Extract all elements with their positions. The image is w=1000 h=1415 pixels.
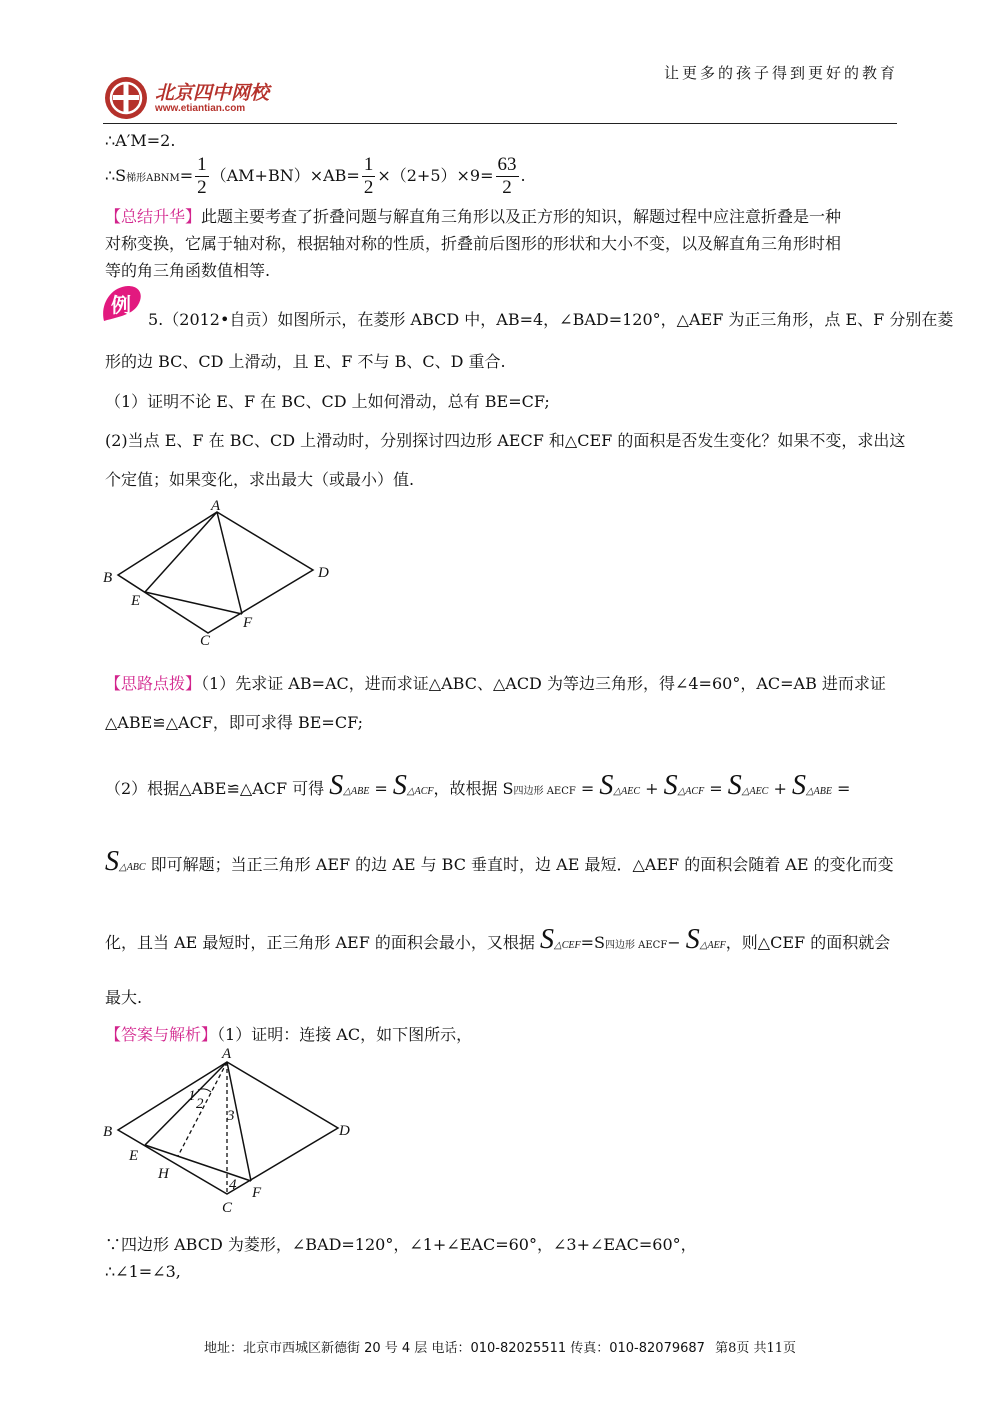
area-end: . [520,166,526,185]
sub-aec: △AEC [613,786,640,797]
answer-line-3: ∴∠1=∠3, [105,1262,181,1281]
fig2-label-c: C [222,1200,233,1216]
fig2-label-1: 1 [188,1088,196,1104]
example-line-2: 形的边 BC、CD 上滑动，且 E、F 不与 B、C、D 重合. [105,352,506,371]
figure-2-dashed [178,1062,227,1194]
quad-sub: 四边形 AECF [604,940,668,951]
area-mid2: ×（2+5）×9= [377,166,494,185]
hint-plus: + [773,779,787,798]
fig1-label-f: F [243,615,253,631]
fig2-label-4: 4 [229,1177,237,1193]
hint-line-5 [105,918,890,962]
figure-1-lines [118,512,313,633]
example-badge-label: 例 [111,293,131,317]
fig2-label-a: A [222,1046,232,1062]
footer-page: 第8页 共11页 [715,1341,797,1356]
s-symbol: S [329,770,344,801]
figure-1-rhombus [95,495,345,655]
sub-abc: △ABC [119,862,146,873]
sub-acf: △ACF [677,786,705,797]
s-symbol: S [599,770,614,801]
s-symbol: S [685,924,700,955]
summary-line-3: 等的角三角函数值相等. [105,261,271,280]
hint-tag: 【思路点拨】 [105,674,202,693]
answer-line-2: ∵四边形 ABCD 为菱形，∠BAD=120°，∠1+∠EAC=60°，∠3+∠EAC=60°， [105,1235,697,1254]
hint-p4-a: 化，且当 AE 最短时，正三角形 AEF 的面积会最小，又根据 [105,933,535,952]
hint-text-1: （1）先求证 AB=AC，进而求证△ABC、△ACD 为等边三角形，得∠4=60°，AC=AB 进而求证 [201,674,886,693]
s-symbol: S [791,770,806,801]
example-q2-line-1: (2)当点 E、F 在 BC、CD 上滑动时，分别探讨四边形 AECF 和△CEF 的面积是否发生变化？如果不变，求出这 [105,431,906,450]
logo [103,75,303,123]
summary-tag: 【总结升华】 [105,207,202,226]
line-am: ∴A′M=2. [105,131,176,150]
hint-line-3 [105,762,850,810]
quad-sub: 四边形 AECF [513,786,576,797]
hint-line-1 [105,674,886,694]
example-q2-line-2: 个定值；如果变化，求出最大（或最小）值. [105,470,415,489]
hint-p2-a: （2）根据△ABE≌△ACF 可得 [105,779,325,798]
hint-plus: + [645,779,659,798]
sub-aec: △AEC [741,786,769,797]
summary-text-1: 此题主要考查了折叠问题与解直角三角形以及正方形的知识，解题过程中应注意折叠是一种 [201,207,842,226]
hint-p2-b: ，故根据 S [433,779,514,798]
s-symbol: S [540,924,555,955]
fig1-label-c: C [200,633,211,649]
s-symbol: S [727,770,742,801]
frac-2: $\frac{1}{2}$ [363,154,374,198]
logo-url: www.etiantian.com [155,103,246,114]
area-eq: = [179,166,194,185]
frac-1: $\frac{1}{2}$ [197,154,207,198]
s-symbol: S [105,846,119,877]
header-rule [103,123,897,124]
s-symbol: S [663,770,678,801]
fig2-label-h: H [158,1166,169,1182]
fig2-label-d: D [339,1123,350,1139]
fig1-label-d: D [318,565,329,581]
s-symbol: S [392,770,407,801]
hint-eq: = [709,779,723,798]
fig1-label-a: A [211,498,221,514]
footer [0,1337,1000,1356]
hint-minus: − [667,933,681,952]
hint-p4-mid: =S [580,933,605,952]
area-sub: 梯形ABNM [126,173,180,184]
example-badge [98,283,146,325]
sub-cef: △CEF [554,940,581,951]
hint-eq: = [580,779,595,798]
area-mid: （AM+BN）×AB= [210,166,360,185]
line-area [105,152,526,200]
logo-name: 北京四中网校 [155,82,270,104]
fig1-label-b: B [103,570,113,586]
hint-p4-b: ，则△CEF 的面积就会 [725,933,891,952]
answer-text-1: （1）证明：连接 AC，如下图所示， [217,1025,473,1044]
fig2-label-f: F [252,1185,262,1201]
hint-line-2: △ABE≌△ACF，即可求得 BE=CF; [105,713,364,732]
hint-p3-text: 即可解题；当正三角形 AEF 的边 AE 与 BC 垂直时，边 AE 最短．△AEF 的面积会随着 AE 的变化而变 [150,855,894,874]
frac-3: $\frac{63}{2}$ [497,154,517,198]
fig2-label-3: 3 [227,1108,235,1124]
figure-2-rhombus [95,1040,365,1220]
example-q1: （1）证明不论 E、F 在 BC、CD 上如何滑动，总有 BE=CF; [105,392,550,411]
footer-address: 地址：北京市西城区新德街 20 号 4 层 电话：010-82025511 传真：010-82079687 [203,1341,705,1356]
fig2-label-e: E [129,1148,139,1164]
summary-line-2: 对称变换，它属于轴对称，根据轴对称的性质，折叠前后图形的形状和大小不变，以及解直角三角形时相 [105,234,842,253]
header-slogan: 让更多的孩子得到更好的教育 [663,64,898,82]
sub-abe: △ABE [805,786,832,797]
area-prefix: ∴S [105,166,127,185]
example-line-1: 5.（2012•自贡）如图所示，在菱形 ABCD 中，AB=4，∠BAD=120°，△AEF 为正三角形，点 E、F 分别在菱 [148,310,954,329]
fig2-label-2: 2 [196,1096,204,1112]
hint-eq: = [837,779,851,798]
sub-abe: △ABE [343,786,370,797]
sub-aef: △AEF [699,940,726,951]
summary-line-1 [105,207,841,227]
answer-tag: 【答案与解析】 [105,1025,218,1044]
fig2-label-b: B [103,1124,113,1140]
hint-line-6: 最大. [105,988,143,1007]
logo-emblem-icon [103,75,151,121]
sub-acf: △ACF [406,786,434,797]
hint-line-4 [105,840,894,884]
hint-eq: = [374,779,388,798]
figure-2-lines [118,1062,338,1194]
fig1-label-e: E [131,593,141,609]
